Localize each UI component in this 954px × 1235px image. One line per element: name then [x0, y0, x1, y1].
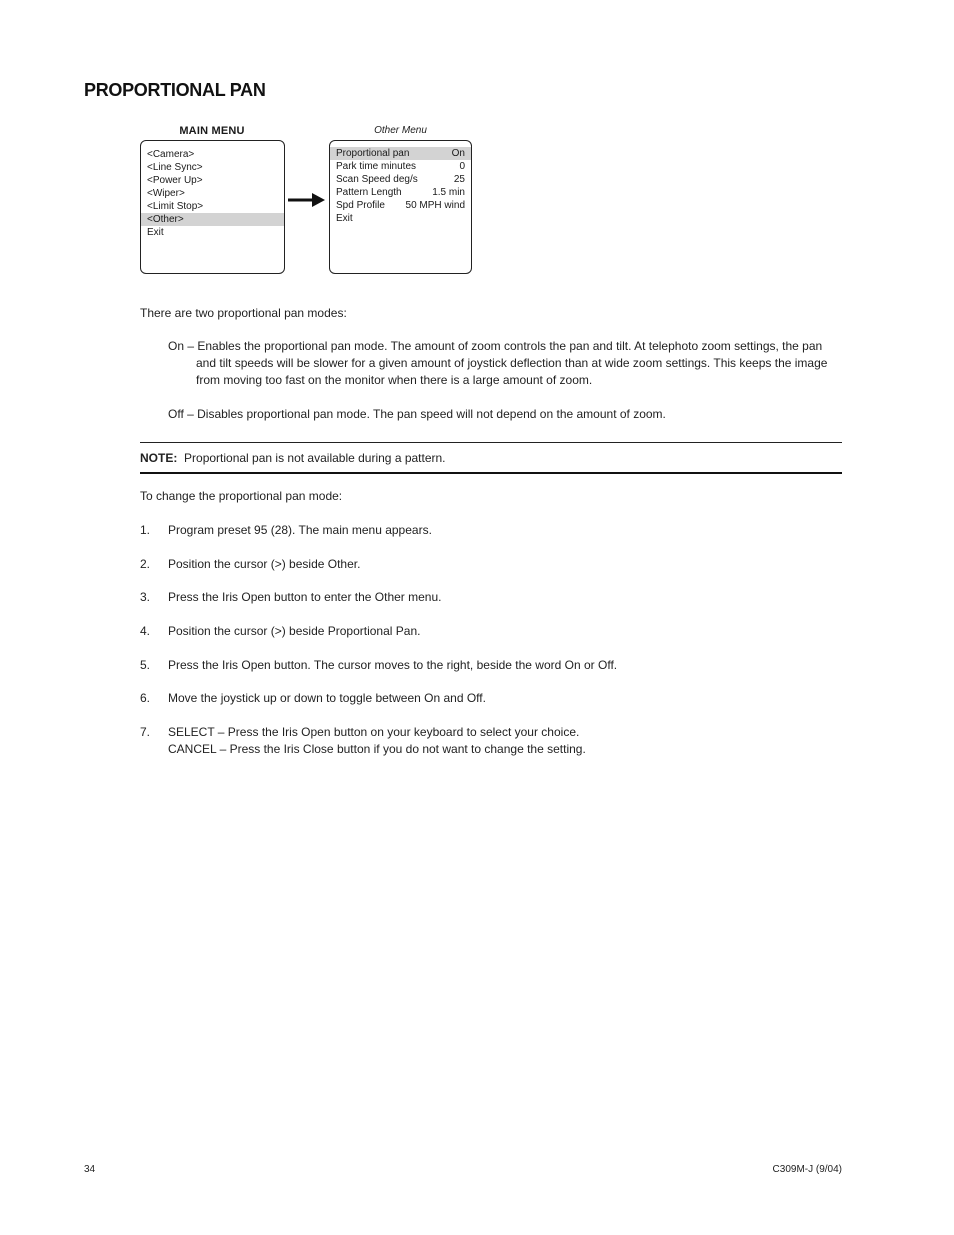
- main-menu-item: <Power Up>: [147, 175, 203, 186]
- main-menu-item: <Line Sync>: [147, 162, 203, 173]
- step-number: 1.: [140, 523, 151, 537]
- step-number: 4.: [140, 624, 151, 638]
- note-text: Proportional pan is not available during a pattern.: [184, 451, 446, 465]
- note: [140, 450, 842, 467]
- step-text: Position the cursor (>) beside Proportional Pan.: [168, 624, 421, 638]
- step-number: 5.: [140, 658, 151, 672]
- other-menu-caption: Other Menu: [374, 125, 427, 136]
- step-number: 7.: [140, 725, 151, 739]
- other-menu-item-selected: Proportional pan On: [330, 147, 471, 160]
- main-menu-title: MAIN MENU: [179, 125, 245, 137]
- note-top-rule: [140, 442, 842, 443]
- other-menu-item: Spd Profile 50 MPH wind: [336, 200, 465, 211]
- page-heading: PROPORTIONAL PAN: [84, 80, 266, 100]
- step-text: CANCEL – Press the Iris Close button if you do not want to change the setting.: [168, 742, 586, 756]
- mode-off-description: Off – Disables proportional pan mode. The pan speed will not depend on the amount of zoom.: [168, 407, 666, 421]
- right-arrow-icon: [288, 192, 326, 208]
- step-text: Program preset 95 (28). The main menu appears.: [168, 523, 432, 537]
- other-menu-item: Exit: [336, 213, 353, 224]
- modes-intro: There are two proportional pan modes:: [140, 306, 347, 320]
- step-text: Position the cursor (>) beside Other.: [168, 557, 361, 571]
- step-number: 6.: [140, 691, 151, 705]
- step-number: 3.: [140, 590, 151, 604]
- other-menu-item: Park time minutes 0: [336, 161, 465, 172]
- main-menu-item: <Wiper>: [147, 188, 185, 199]
- step-number: 2.: [140, 557, 151, 571]
- note-label: NOTE:: [140, 451, 178, 465]
- step-text: SELECT – Press the Iris Open button on your keyboard to select your choice.: [168, 725, 580, 739]
- note-bottom-rule: [140, 472, 842, 474]
- step-text: Press the Iris Open button. The cursor moves to the right, beside the word On or Off.: [168, 658, 618, 672]
- mode-on-description: On – Enables the proportional pan mode. The amount of zoom controls the pan and tilt. At telephoto zoom settings, the pan and tilt speeds will be slower for a given amount of joystick deflection than at wide zoom settings. This keeps the image from moving too fast on the monitor when there is a large amount of zoom.: [168, 339, 828, 387]
- document-code: C309M-J (9/04): [772, 1164, 842, 1175]
- change-intro: To change the proportional pan mode:: [140, 489, 343, 503]
- main-menu-item: <Camera>: [147, 149, 195, 160]
- other-menu-item: Scan Speed deg/s 25: [336, 174, 465, 185]
- step-text: Press the Iris Open button to enter the Other menu.: [168, 590, 442, 604]
- step-text: Move the joystick up or down to toggle between On and Off.: [168, 691, 486, 705]
- main-menu-item: Exit: [147, 227, 164, 238]
- other-menu-item: Pattern Length 1.5 min: [336, 187, 465, 198]
- other-menu-box: [329, 140, 472, 274]
- main-menu-item: <Limit Stop>: [147, 201, 204, 212]
- page-number: 34: [84, 1164, 96, 1175]
- main-menu-item-selected: <Other>: [141, 213, 284, 226]
- main-menu-box: [140, 140, 285, 274]
